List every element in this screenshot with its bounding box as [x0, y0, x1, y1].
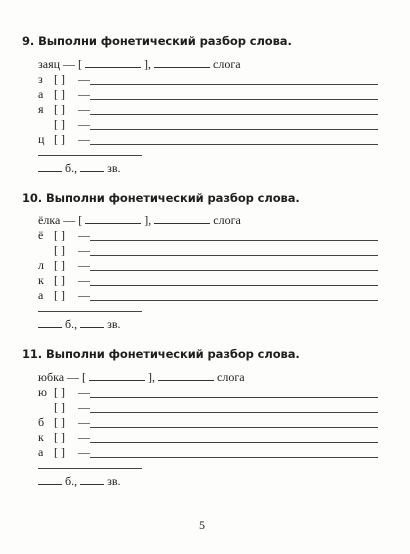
- sound-count-blank[interactable]: [80, 160, 104, 172]
- transcription-blank[interactable]: [89, 369, 145, 381]
- exercise-word: ёлка: [38, 213, 61, 227]
- letter-cell: л: [38, 258, 44, 272]
- workbook-page: 9. Выполни фонетический разбор слова. заяц — [ ], слога з [ ] — а [ ] — я [ ] — [ ] — ц [ ] — б., зв. 10. Выполни фонетический разбор слова. ёлка — [ ], слога ё [ ] — [ ] — л [ ] — к [ ] — а [ ] — б., зв. 11. Выполни фонетический разбор слова. юбка — [ ], слога ю [ ] — [ ] — б [ ] — к [ ] — а [ ] — б., зв. 5: [0, 0, 410, 554]
- letter-cell: б: [38, 415, 45, 429]
- letter-cell: к: [38, 273, 44, 287]
- answer-line[interactable]: [90, 300, 378, 301]
- transcription-blank[interactable]: [85, 212, 141, 224]
- exercise-11-word-row: юбка — [ ], слога: [38, 370, 245, 384]
- answer-line[interactable]: [90, 270, 378, 271]
- letter-cell: ю: [38, 385, 47, 399]
- exercise-10-heading: 10. Выполни фонетический разбор слова.: [22, 191, 300, 205]
- exercise-10-summary: б., зв.: [38, 316, 121, 332]
- answer-line[interactable]: [90, 427, 378, 428]
- letter-cell: а: [38, 445, 44, 459]
- syllable-count-blank[interactable]: [154, 212, 210, 224]
- vowel-count-blank[interactable]: [38, 160, 62, 172]
- exercise-9-word-row: заяц — [ ], слога: [38, 57, 241, 71]
- sound-count-blank[interactable]: [80, 473, 104, 485]
- answer-line[interactable]: [90, 84, 378, 85]
- exercise-11-heading: 11. Выполни фонетический разбор слова.: [22, 347, 300, 361]
- syllable-count-blank[interactable]: [154, 56, 210, 68]
- answer-line[interactable]: [90, 412, 378, 413]
- answer-line[interactable]: [90, 240, 378, 241]
- summary-line[interactable]: [38, 311, 142, 312]
- page-number: 5: [199, 518, 205, 532]
- vowel-count-blank[interactable]: [38, 316, 62, 328]
- answer-line[interactable]: [90, 129, 378, 130]
- exercise-10-word-row: ёлка — [ ], слога: [38, 213, 241, 227]
- exercise-word: заяц: [38, 57, 61, 71]
- letter-cell: ё: [38, 228, 44, 242]
- letter-cell: а: [38, 87, 44, 101]
- sound-count-blank[interactable]: [80, 316, 104, 328]
- answer-line[interactable]: [90, 457, 378, 458]
- letter-cell: ц: [38, 132, 45, 146]
- answer-line[interactable]: [90, 114, 378, 115]
- letter-cell: а: [38, 288, 44, 302]
- exercise-11-summary: б., зв.: [38, 473, 121, 489]
- vowel-count-blank[interactable]: [38, 473, 62, 485]
- exercise-word: юбка: [38, 370, 65, 384]
- answer-line[interactable]: [90, 255, 378, 256]
- answer-line[interactable]: [90, 397, 378, 398]
- exercise-9-summary: б., зв.: [38, 160, 121, 176]
- summary-line[interactable]: [38, 468, 142, 469]
- answer-line[interactable]: [90, 285, 378, 286]
- letter-cell: к: [38, 430, 44, 444]
- answer-line[interactable]: [90, 442, 378, 443]
- exercise-9-heading: 9. Выполни фонетический разбор слова.: [22, 34, 292, 48]
- syllable-count-blank[interactable]: [158, 369, 214, 381]
- letter-cell: з: [38, 72, 43, 86]
- answer-line[interactable]: [90, 144, 378, 145]
- answer-line[interactable]: [90, 99, 378, 100]
- letter-cell: я: [38, 102, 44, 116]
- summary-line[interactable]: [38, 155, 142, 156]
- transcription-blank[interactable]: [85, 56, 141, 68]
